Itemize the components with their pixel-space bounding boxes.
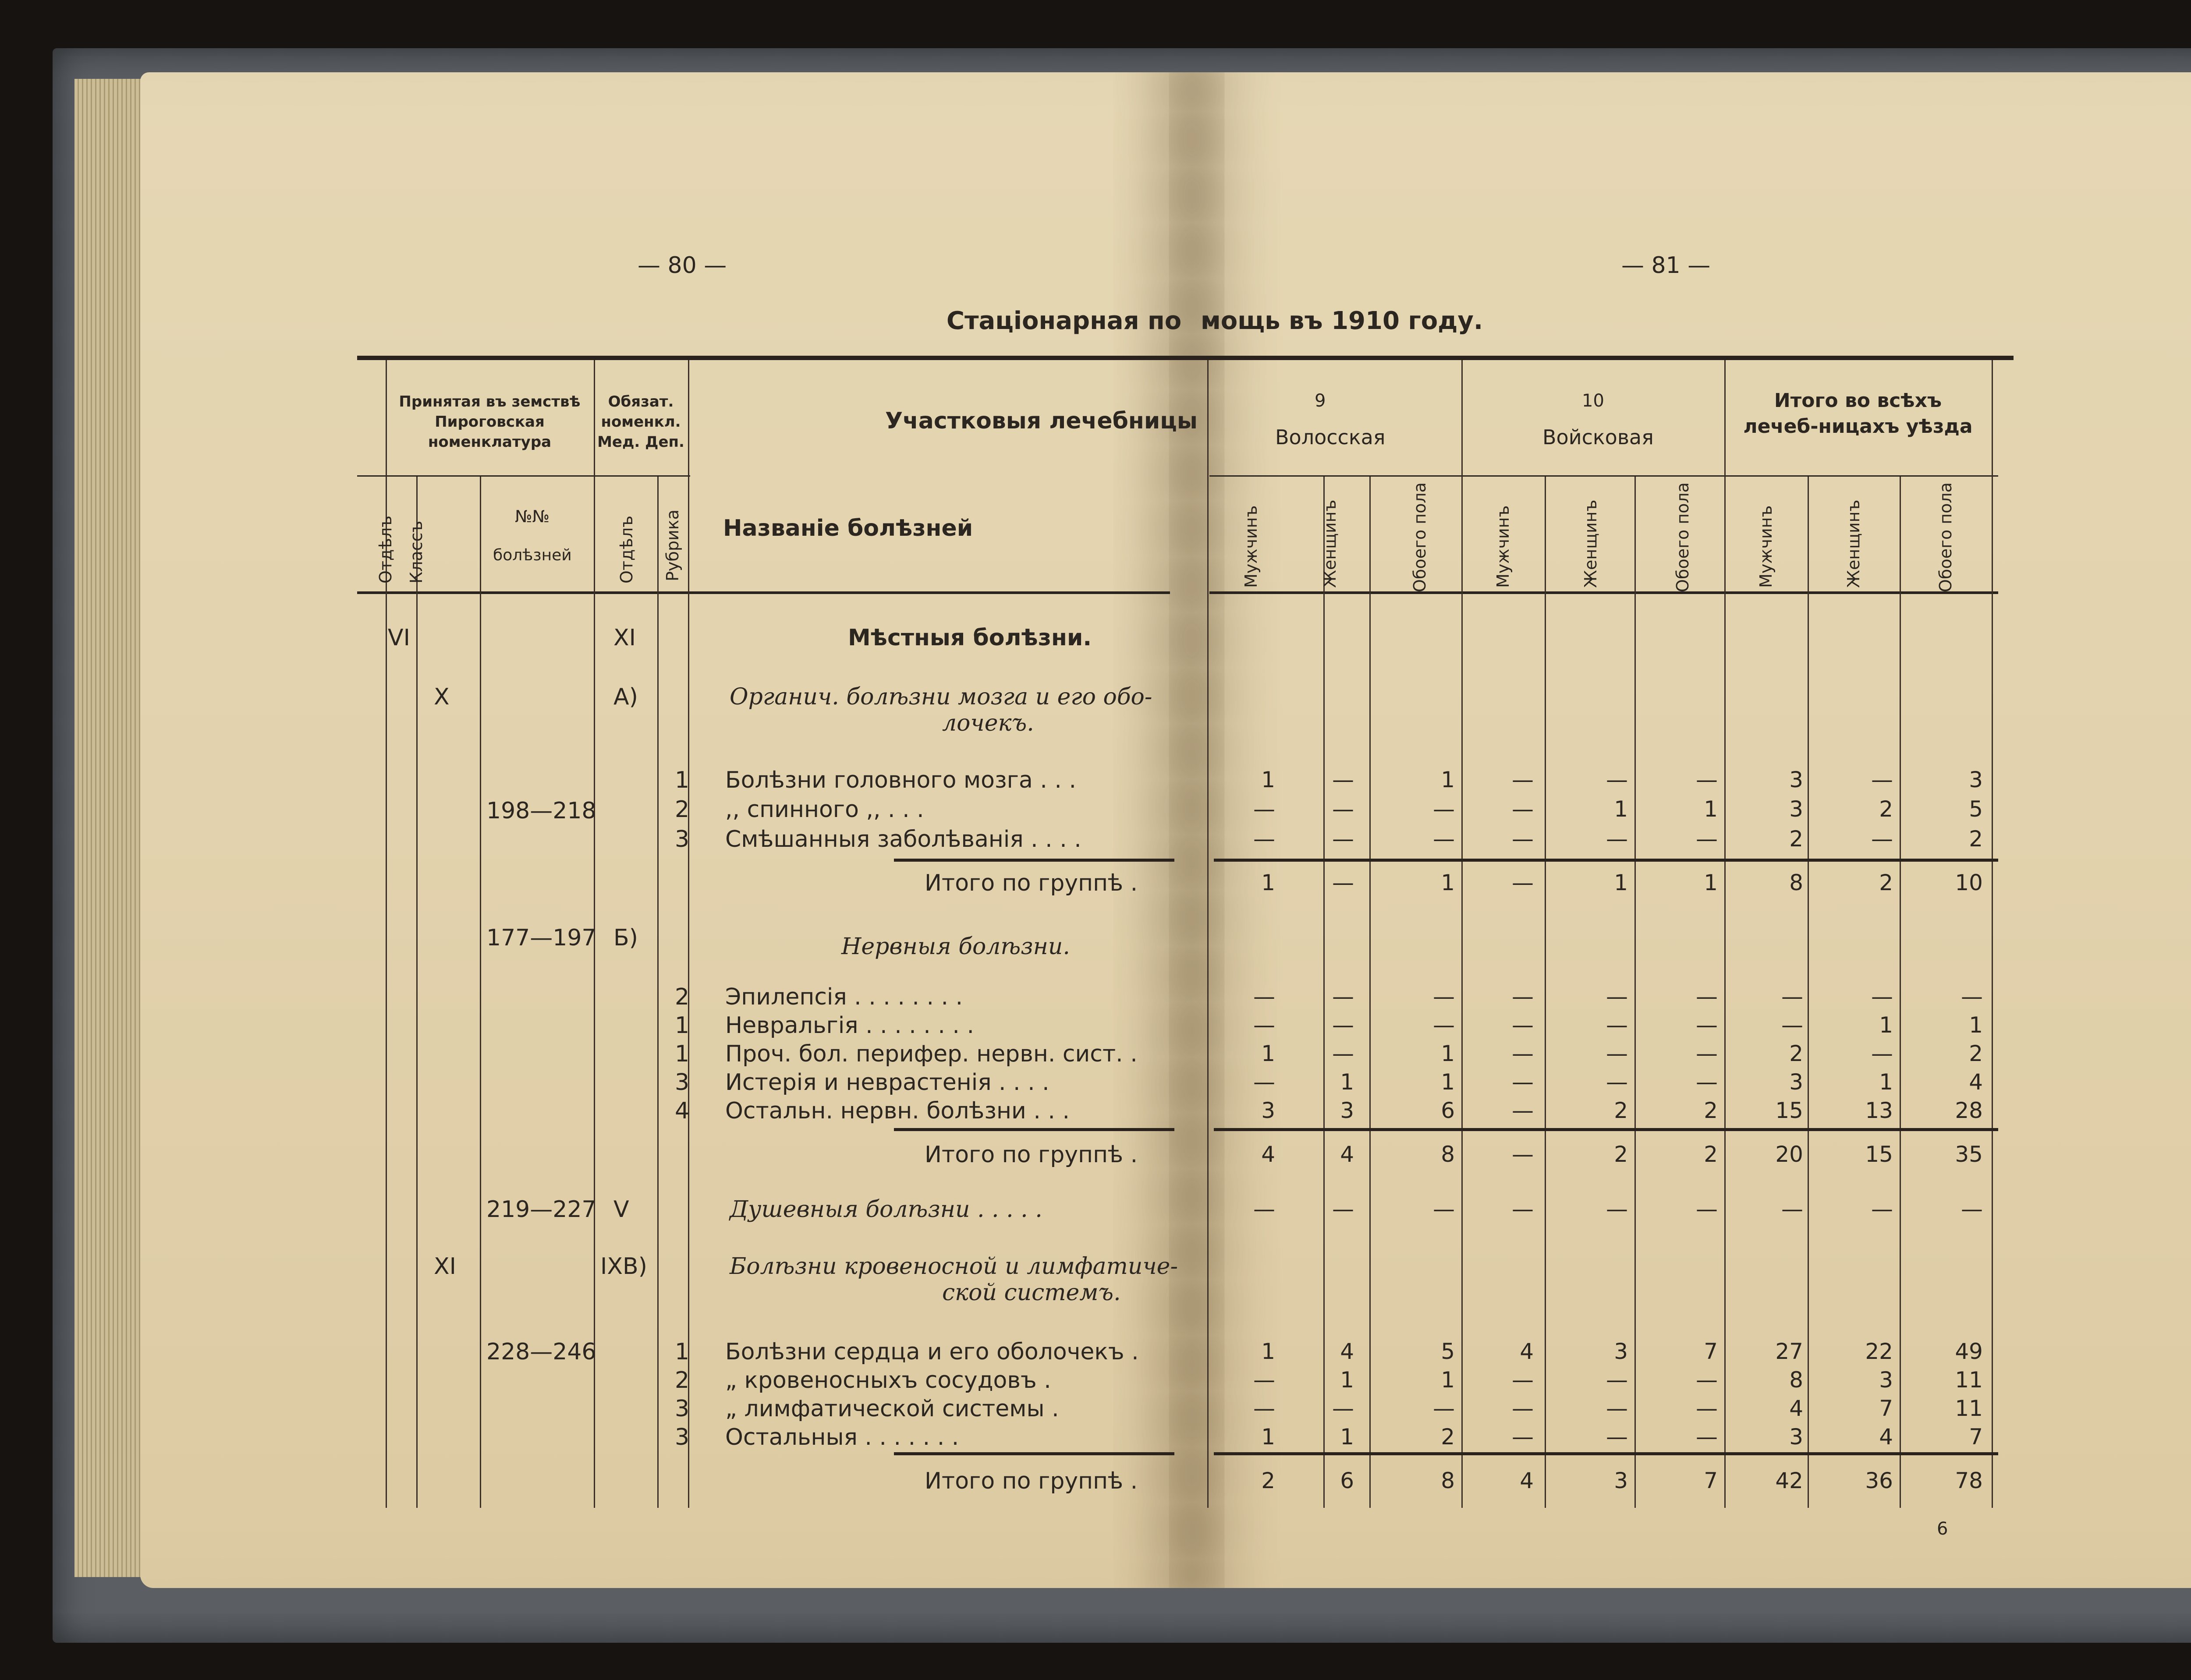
value-cell: — bbox=[1512, 984, 1534, 1009]
value-cell: — bbox=[1781, 1196, 1803, 1222]
value-cell: — bbox=[1606, 826, 1628, 852]
value-cell: 2 bbox=[1614, 1098, 1628, 1123]
value-cell: 6 bbox=[1441, 1098, 1455, 1123]
value-cell: — bbox=[1512, 1012, 1534, 1038]
value-cell: — bbox=[1512, 1098, 1534, 1123]
header-col-10: 10 bbox=[1582, 391, 1604, 411]
value-cell: — bbox=[1606, 1196, 1628, 1222]
header-otdel2: Отдѣлъ bbox=[617, 516, 636, 584]
value-cell: — bbox=[1433, 796, 1455, 822]
group-rule-left bbox=[894, 859, 1174, 862]
code-range-177-197: 177—197 bbox=[486, 925, 596, 951]
value-cell: — bbox=[1871, 826, 1893, 852]
value-cell: 35 bbox=[1955, 1142, 1983, 1167]
value-cell: 1 bbox=[1261, 767, 1275, 792]
code-md-XI: XI bbox=[613, 625, 636, 651]
disease-name: Истерія и неврастенія . . . . bbox=[725, 1069, 1049, 1096]
value-cell: — bbox=[1433, 826, 1455, 852]
value-cell: — bbox=[1253, 1396, 1275, 1421]
value-cell: 2 bbox=[1441, 1424, 1455, 1450]
value-cell: 15 bbox=[1775, 1098, 1803, 1123]
value-cell: 78 bbox=[1955, 1468, 1983, 1493]
value-cell: — bbox=[1512, 1069, 1534, 1095]
rubric-number: 4 bbox=[675, 1098, 690, 1124]
value-cell: — bbox=[1512, 796, 1534, 822]
value-cell: — bbox=[1512, 870, 1534, 895]
value-cell: 1 bbox=[1340, 1069, 1354, 1095]
rubric-number: 1 bbox=[675, 1339, 690, 1365]
value-cell: 15 bbox=[1865, 1142, 1893, 1167]
value-cell: 3 bbox=[1340, 1098, 1354, 1123]
header-zhen-10: Женщинъ bbox=[1581, 499, 1600, 588]
value-cell: — bbox=[1253, 826, 1275, 852]
value-cell: 3 bbox=[1789, 1069, 1803, 1095]
value-cell: — bbox=[1696, 1396, 1718, 1421]
header-bottom-rule-left bbox=[357, 591, 1170, 594]
value-cell: 2 bbox=[1704, 1142, 1718, 1167]
header-voyskovaya: Войсковая bbox=[1542, 425, 1654, 449]
col-rule bbox=[1900, 477, 1901, 1508]
page-edges-left bbox=[74, 79, 145, 1577]
value-cell: — bbox=[1696, 1012, 1718, 1038]
title-left: Стаціонарная по bbox=[947, 307, 1182, 335]
value-cell: 2 bbox=[1614, 1142, 1628, 1167]
value-cell: — bbox=[1696, 826, 1718, 852]
value-cell: 8 bbox=[1441, 1142, 1455, 1167]
value-cell: 2 bbox=[1879, 870, 1893, 895]
value-cell: 3 bbox=[1614, 1339, 1628, 1364]
value-cell: — bbox=[1696, 984, 1718, 1009]
value-cell: 42 bbox=[1775, 1468, 1803, 1493]
value-cell: 10 bbox=[1955, 870, 1983, 895]
header-klass: Классъ bbox=[407, 520, 426, 584]
value-cell: 3 bbox=[1879, 1367, 1893, 1393]
header-oboego-total: Обоего пола bbox=[1936, 482, 1955, 592]
value-cell: 1 bbox=[1614, 870, 1628, 895]
disease-name: Органич. болѣзни мозга и его обо- bbox=[730, 684, 1152, 710]
value-cell: 1 bbox=[1340, 1424, 1354, 1450]
rubric-number: 1 bbox=[675, 1012, 690, 1039]
value-cell: 1 bbox=[1340, 1367, 1354, 1393]
value-cell: — bbox=[1433, 1196, 1455, 1222]
disease-name: „ лимфатической системы . bbox=[725, 1396, 1059, 1422]
rubric-number: 1 bbox=[675, 767, 690, 793]
col-rule bbox=[1461, 360, 1463, 1508]
header-obyaz: Обязат. номенкл. Мед. Деп. bbox=[597, 393, 684, 451]
col-rule bbox=[657, 477, 659, 1508]
header-volosskaya: Волосская bbox=[1275, 425, 1386, 449]
code-otdel-VI: VI bbox=[388, 625, 410, 651]
value-cell: 2 bbox=[1969, 826, 1983, 852]
value-cell: 1 bbox=[1969, 1012, 1983, 1038]
col-rule bbox=[1724, 360, 1726, 1508]
signature-mark: 6 bbox=[1937, 1519, 1948, 1539]
value-cell: — bbox=[1606, 767, 1628, 792]
header-nn: №№ bbox=[515, 507, 550, 526]
disease-name: Болѣзни кровеносной и лимфатиче- bbox=[730, 1253, 1178, 1280]
value-cell: — bbox=[1696, 1196, 1718, 1222]
value-cell: 3 bbox=[1969, 767, 1983, 792]
value-cell: 6 bbox=[1340, 1468, 1354, 1493]
disease-name: Остальныя . . . . . . . bbox=[725, 1424, 959, 1450]
header-sub-rule-1 bbox=[357, 475, 596, 477]
value-cell: — bbox=[1512, 826, 1534, 852]
disease-name: Проч. бол. перифер. нервн. сист. . bbox=[725, 1041, 1138, 1067]
value-cell: — bbox=[1961, 984, 1983, 1009]
value-cell: 1 bbox=[1614, 796, 1628, 822]
disease-name: Мѣстныя болѣзни. bbox=[848, 625, 1092, 651]
col-rule bbox=[1992, 360, 1993, 1508]
value-cell: — bbox=[1332, 870, 1354, 895]
value-cell: 49 bbox=[1955, 1339, 1983, 1364]
value-cell: — bbox=[1253, 984, 1275, 1009]
value-cell: 11 bbox=[1955, 1396, 1983, 1421]
value-cell: — bbox=[1606, 984, 1628, 1009]
header-rubrika: Рубрика bbox=[663, 509, 682, 581]
disease-name: ской системъ. bbox=[942, 1280, 1121, 1306]
col-rule bbox=[1207, 360, 1209, 1508]
header-oboego-9: Обоего пола bbox=[1410, 482, 1429, 592]
value-cell: — bbox=[1332, 984, 1354, 1009]
value-cell: 4 bbox=[1520, 1339, 1534, 1364]
value-cell: — bbox=[1512, 1041, 1534, 1066]
header-itogo: Итого во всѣхъ лечеб-ницахъ уѣзда bbox=[1743, 389, 1973, 438]
value-cell: — bbox=[1606, 1069, 1628, 1095]
value-cell: 1 bbox=[1441, 870, 1455, 895]
value-cell: — bbox=[1871, 984, 1893, 1009]
value-cell: — bbox=[1253, 1367, 1275, 1393]
value-cell: 1 bbox=[1261, 870, 1275, 895]
header-bottom-rule-right bbox=[1209, 591, 1998, 594]
value-cell: 2 bbox=[1879, 796, 1893, 822]
value-cell: 1 bbox=[1441, 1069, 1455, 1095]
value-cell: 5 bbox=[1441, 1339, 1455, 1364]
value-cell: — bbox=[1253, 1012, 1275, 1038]
value-cell: — bbox=[1332, 826, 1354, 852]
col-rule bbox=[480, 477, 481, 1508]
value-cell: — bbox=[1253, 1069, 1275, 1095]
value-cell: 3 bbox=[1614, 1468, 1628, 1493]
rubric-number: 3 bbox=[675, 1396, 690, 1422]
value-cell: — bbox=[1332, 767, 1354, 792]
value-cell: 27 bbox=[1775, 1339, 1803, 1364]
value-cell: 22 bbox=[1865, 1339, 1893, 1364]
col-rule bbox=[416, 477, 418, 1508]
value-cell: 3 bbox=[1789, 796, 1803, 822]
value-cell: — bbox=[1512, 1142, 1534, 1167]
col-rule bbox=[1323, 477, 1325, 1508]
left-page-number: — 80 — bbox=[638, 252, 727, 279]
table-top-rule bbox=[357, 356, 2014, 360]
code-md-V: V bbox=[613, 1196, 629, 1223]
col-rule bbox=[1808, 477, 1809, 1508]
value-cell: — bbox=[1606, 1012, 1628, 1038]
code-range-219-227: 219—227 bbox=[486, 1196, 596, 1223]
disease-name: ,, спинного ,, . . . bbox=[725, 796, 924, 823]
value-cell: — bbox=[1433, 1012, 1455, 1038]
value-cell: — bbox=[1781, 984, 1803, 1009]
header-col-9: 9 bbox=[1315, 391, 1326, 411]
disease-name: Душевныя болѣзни . . . . . bbox=[730, 1196, 1042, 1223]
rubric-number: 2 bbox=[675, 796, 690, 823]
value-cell: 7 bbox=[1704, 1468, 1718, 1493]
value-cell: — bbox=[1332, 796, 1354, 822]
value-cell: 3 bbox=[1261, 1098, 1275, 1123]
code-klass-XI: XI bbox=[434, 1253, 456, 1280]
value-cell: 1 bbox=[1704, 870, 1718, 895]
disease-name: Эпилепсія . . . . . . . . bbox=[725, 984, 963, 1010]
right-page-number: — 81 — bbox=[1621, 252, 1711, 279]
disease-name: Болѣзни сердца и его оболочекъ . bbox=[725, 1339, 1139, 1365]
value-cell: 1 bbox=[1261, 1041, 1275, 1066]
disease-name: лочекъ. bbox=[942, 710, 1034, 736]
code-klass-X: X bbox=[434, 684, 450, 710]
value-cell: 2 bbox=[1789, 826, 1803, 852]
code-range-228-246: 228—246 bbox=[486, 1339, 596, 1365]
value-cell: 7 bbox=[1969, 1424, 1983, 1450]
value-cell: — bbox=[1332, 1196, 1354, 1222]
value-cell: 4 bbox=[1340, 1142, 1354, 1167]
value-cell: 8 bbox=[1441, 1468, 1455, 1493]
rubric-number: 3 bbox=[675, 826, 690, 852]
header-bolezney: болѣзней bbox=[493, 546, 572, 564]
header-uchastk: Участковыя лечебницы bbox=[885, 408, 1198, 434]
code-md-B: Б) bbox=[613, 925, 638, 951]
header-otdel: Отдѣлъ bbox=[376, 516, 395, 584]
value-cell: — bbox=[1512, 1196, 1534, 1222]
value-cell: — bbox=[1433, 984, 1455, 1009]
header-pirogov: Принятая въ земствѣ Пироговская номенклатура bbox=[399, 393, 581, 451]
code-range-198-218: 198—218 bbox=[486, 798, 596, 824]
disease-name: Смѣшанныя заболѣванія . . . . bbox=[725, 826, 1081, 852]
header-muzh-9: Мужчинъ bbox=[1241, 505, 1261, 588]
value-cell: — bbox=[1871, 767, 1893, 792]
value-cell: 2 bbox=[1261, 1468, 1275, 1493]
value-cell: 1 bbox=[1261, 1424, 1275, 1450]
value-cell: 1 bbox=[1879, 1012, 1893, 1038]
value-cell: 28 bbox=[1955, 1098, 1983, 1123]
value-cell: 4 bbox=[1520, 1468, 1534, 1493]
value-cell: — bbox=[1512, 1367, 1534, 1393]
disease-name: Невральгія . . . . . . . . bbox=[725, 1012, 975, 1039]
value-cell: — bbox=[1696, 767, 1718, 792]
col-rule bbox=[1545, 477, 1546, 1508]
code-md-A: А) bbox=[613, 684, 638, 710]
value-cell: 2 bbox=[1969, 1041, 1983, 1066]
value-cell: — bbox=[1512, 1396, 1534, 1421]
value-cell: 4 bbox=[1340, 1339, 1354, 1364]
value-cell: 1 bbox=[1441, 1367, 1455, 1393]
value-cell: 1 bbox=[1879, 1069, 1893, 1095]
header-sub-rule-3 bbox=[1209, 475, 1998, 477]
value-cell: — bbox=[1512, 767, 1534, 792]
value-cell: — bbox=[1871, 1196, 1893, 1222]
group-rule-left bbox=[894, 1128, 1174, 1131]
value-cell: — bbox=[1332, 1041, 1354, 1066]
header-name: Названіе болѣзней bbox=[723, 515, 973, 541]
value-cell: — bbox=[1871, 1041, 1893, 1066]
value-cell: — bbox=[1696, 1367, 1718, 1393]
group-rule-right bbox=[1214, 1452, 1998, 1455]
disease-name: Болѣзни головного мозга . . . bbox=[725, 767, 1076, 793]
header-oboego-10: Обоего пола bbox=[1673, 482, 1692, 592]
value-cell: 36 bbox=[1865, 1468, 1893, 1493]
value-cell: — bbox=[1696, 1041, 1718, 1066]
value-cell: 4 bbox=[1789, 1396, 1803, 1421]
disease-name: Нервныя болѣзни. bbox=[841, 934, 1070, 960]
value-cell: — bbox=[1606, 1396, 1628, 1421]
value-cell: 2 bbox=[1789, 1041, 1803, 1066]
disease-name: Итого по группѣ . bbox=[925, 870, 1138, 896]
value-cell: — bbox=[1433, 1396, 1455, 1421]
value-cell: 11 bbox=[1955, 1367, 1983, 1393]
value-cell: — bbox=[1781, 1012, 1803, 1038]
rubric-number: 1 bbox=[675, 1041, 690, 1067]
value-cell: 1 bbox=[1261, 1339, 1275, 1364]
rubric-number: 2 bbox=[675, 984, 690, 1010]
code-md-IXV: IXВ) bbox=[600, 1253, 647, 1280]
value-cell: 20 bbox=[1775, 1142, 1803, 1167]
col-rule bbox=[1369, 477, 1371, 1508]
header-zhen-9: Женщинъ bbox=[1320, 499, 1340, 588]
value-cell: 4 bbox=[1879, 1424, 1893, 1450]
rubric-number: 3 bbox=[675, 1069, 690, 1096]
value-cell: 1 bbox=[1704, 796, 1718, 822]
header-zhen-total: Женщинъ bbox=[1844, 499, 1863, 588]
value-cell: — bbox=[1606, 1367, 1628, 1393]
col-rule bbox=[1634, 477, 1636, 1508]
value-cell: 1 bbox=[1441, 767, 1455, 792]
value-cell: 2 bbox=[1704, 1098, 1718, 1123]
value-cell: 7 bbox=[1879, 1396, 1893, 1421]
value-cell: — bbox=[1332, 1396, 1354, 1421]
group-rule-right bbox=[1214, 1128, 1998, 1131]
disease-name: Остальн. нервн. болѣзни . . . bbox=[725, 1098, 1070, 1124]
value-cell: — bbox=[1696, 1069, 1718, 1095]
value-cell: — bbox=[1696, 1424, 1718, 1450]
value-cell: 1 bbox=[1441, 1041, 1455, 1066]
disease-name: Итого по группѣ . bbox=[925, 1468, 1138, 1494]
header-muzh-total: Мужчинъ bbox=[1756, 505, 1776, 588]
rubric-number: 3 bbox=[675, 1424, 690, 1450]
value-cell: 5 bbox=[1969, 796, 1983, 822]
value-cell: 3 bbox=[1789, 767, 1803, 792]
value-cell: — bbox=[1961, 1196, 1983, 1222]
disease-name: „ кровеносныхъ сосудовъ . bbox=[725, 1367, 1051, 1394]
header-sub-rule-2 bbox=[596, 475, 690, 477]
value-cell: — bbox=[1253, 796, 1275, 822]
value-cell: 7 bbox=[1704, 1339, 1718, 1364]
value-cell: 3 bbox=[1789, 1424, 1803, 1450]
value-cell: — bbox=[1332, 1012, 1354, 1038]
value-cell: — bbox=[1253, 1196, 1275, 1222]
value-cell: — bbox=[1606, 1041, 1628, 1066]
value-cell: 8 bbox=[1789, 870, 1803, 895]
value-cell: — bbox=[1606, 1424, 1628, 1450]
col-rule bbox=[688, 360, 689, 1508]
header-muzh-10: Мужчинъ bbox=[1493, 505, 1513, 588]
title-right: мощь въ 1910 году. bbox=[1201, 307, 1483, 335]
group-rule-right bbox=[1214, 859, 1998, 862]
value-cell: 13 bbox=[1865, 1098, 1893, 1123]
disease-name: Итого по группѣ . bbox=[925, 1142, 1138, 1168]
value-cell: — bbox=[1512, 1424, 1534, 1450]
value-cell: 4 bbox=[1261, 1142, 1275, 1167]
group-rule-left bbox=[894, 1452, 1174, 1455]
value-cell: 4 bbox=[1969, 1069, 1983, 1095]
rubric-number: 2 bbox=[675, 1367, 690, 1394]
value-cell: 8 bbox=[1789, 1367, 1803, 1393]
